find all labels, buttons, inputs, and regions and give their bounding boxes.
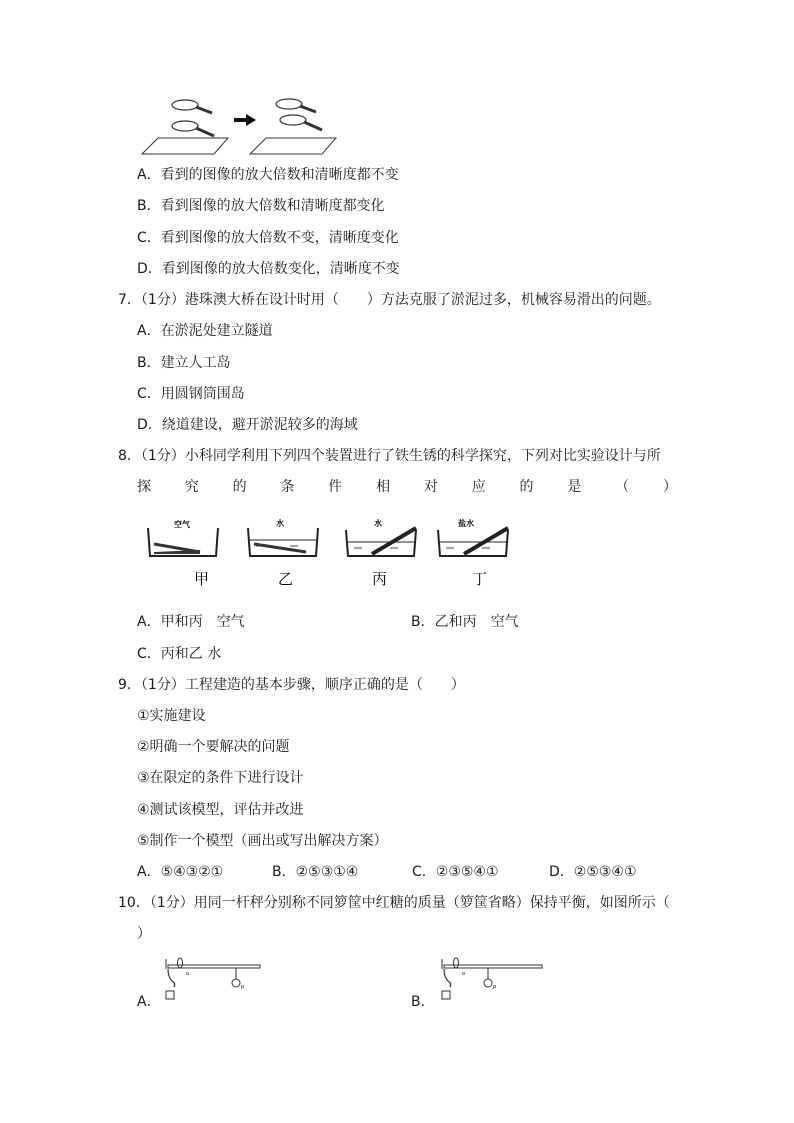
q8-stem-char: 探 [137, 479, 151, 495]
q8-container-ding [438, 518, 508, 588]
q6-option-d: D．看到图像的放大倍数变化，清晰度不变 [137, 261, 400, 277]
q8-label-yi: 乙 [278, 570, 294, 588]
q10-b-tick-o: o [462, 971, 466, 977]
q10-option-a: A． [137, 994, 161, 1010]
q8-tag-ding: 盐水 [458, 519, 474, 528]
q10-option-b: B． [411, 994, 435, 1010]
q9-step-4: ④测试该模型，评估并改进 [137, 802, 304, 818]
q8-stem-char: 是 [567, 479, 582, 495]
q8-stem-line1: 8．（1分）小科同学利用下列四个装置进行了铁生锈的科学探究，下列对比实验设计与所 [118, 448, 661, 464]
q10-a-tick-p: p [241, 984, 245, 990]
q8-stem-char: 相 [376, 479, 391, 495]
q7-stem: 7．（1分）港珠澳大桥在设计时用（ ）方法克服了淤泥过多，机械容易滑出的问题。 [118, 292, 661, 308]
q10-a-tick-o: o [186, 971, 190, 977]
q8-stem-line2 [137, 478, 677, 496]
q10-stem-line2: ） [137, 926, 151, 942]
q8-stem-char: 件 [328, 479, 343, 495]
q9-option-d: D．②⑤③④① [549, 864, 637, 880]
q9-option-b: B．②⑤③①④ [272, 864, 359, 880]
q6-option-b: B．看到图像的放大倍数和清晰度都变化 [137, 198, 385, 214]
q10-steelyard-b [432, 955, 547, 1005]
q8-option-c: C．丙和乙 水 [137, 646, 222, 662]
q8-stem-char: 对 [423, 479, 438, 495]
q8-container-jia [148, 519, 218, 588]
q6-magnifier-figure [138, 96, 338, 158]
q8-option-a: A．甲和丙 空气 [137, 614, 245, 630]
q8-tag-bing: 水 [374, 519, 382, 528]
q8-stem-char: 的 [232, 479, 247, 495]
q8-container-bing [346, 518, 416, 588]
q7-option-a: A．在淤泥处建立隧道 [137, 323, 273, 339]
q10-steelyard-a [156, 955, 266, 1005]
q9-option-c: C．②③⑤④① [412, 864, 499, 880]
q8-option-b: B．乙和丙 空气 [411, 614, 519, 630]
q7-option-b: B．建立人工岛 [137, 355, 231, 371]
q8-stem-char: （ [615, 479, 630, 495]
q7-option-d: D．绕道建设，避开淤泥较多的海域 [137, 417, 358, 433]
q8-stem-char: 条 [280, 479, 295, 495]
q8-rust-figure [140, 510, 530, 592]
q6-option-c: C．看到图像的放大倍数不变，清晰度变化 [137, 230, 399, 246]
q10-b-tick-p: p [493, 984, 497, 990]
q8-container-yi [248, 518, 318, 588]
q9-step-1: ①实施建设 [137, 708, 206, 724]
q8-stem-char: 应 [471, 479, 486, 495]
q7-option-c: C．用圆钢筒围岛 [137, 386, 245, 402]
q8-stem-char: 的 [519, 479, 534, 495]
q8-stem-char: ） [662, 479, 677, 495]
q8-stem-char: 究 [184, 479, 199, 495]
q8-label-bing: 丙 [372, 570, 388, 588]
q8-tag-jia: 空气 [174, 520, 190, 529]
q9-step-2: ②明确一个要解决的问题 [137, 739, 290, 755]
q8-label-ding: 丁 [472, 570, 488, 588]
q9-step-3: ③在限定的条件下进行设计 [137, 770, 304, 786]
q10-stem-line1: 10．（1分）用同一杆秤分别称不同箩筐中红糖的质量（箩筐省略）保持平衡，如图所示（ [118, 895, 670, 911]
q6-option-a: A．看到的图像的放大倍数和清晰度都不变 [137, 167, 399, 183]
q8-label-jia: 甲 [194, 570, 210, 588]
q8-tag-yi: 水 [276, 519, 284, 528]
q9-option-a: A．⑤④③②① [137, 864, 224, 880]
q9-stem: 9．（1分）工程建造的基本步骤，顺序正确的是（ ） [118, 677, 465, 693]
q9-step-5: ⑤制作一个模型（画出或写出解决方案） [137, 833, 388, 849]
